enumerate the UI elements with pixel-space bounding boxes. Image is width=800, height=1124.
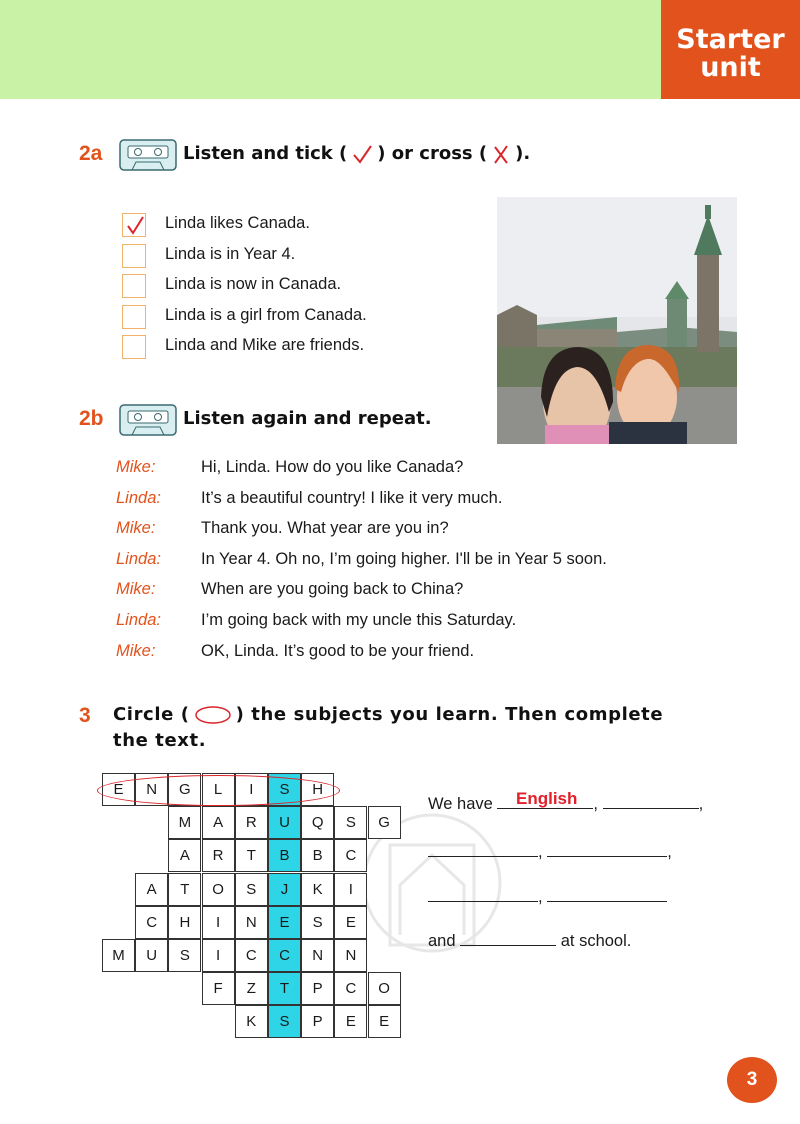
grid-cell[interactable]: S — [235, 873, 268, 906]
grid-cell[interactable]: K — [301, 873, 334, 906]
parliament-photo — [497, 197, 737, 444]
grid-cell[interactable]: I — [334, 873, 367, 906]
grid-cell[interactable]: M — [102, 939, 135, 972]
speaker: Linda: — [116, 549, 161, 568]
grid-cell[interactable]: S — [268, 1005, 301, 1038]
section-3-title-line2: the text. — [113, 730, 207, 751]
grid-cell[interactable]: L — [202, 773, 235, 806]
grid-cell[interactable]: P — [301, 1005, 334, 1038]
grid-cell[interactable]: N — [235, 906, 268, 939]
section-2b-title: Listen again and repeat. — [183, 408, 432, 429]
grid-cell[interactable]: T — [168, 873, 201, 906]
dialog-line: I’m going back with my uncle this Saturday. — [201, 610, 517, 629]
speaker: Mike: — [116, 519, 156, 538]
grid-cell[interactable]: A — [168, 839, 201, 872]
tick-mark-icon — [351, 143, 373, 165]
grid-cell[interactable]: O — [202, 873, 235, 906]
comma: , — [667, 843, 672, 861]
unit-tab — [661, 0, 800, 99]
speaker: Mike: — [116, 580, 156, 599]
grid-cell[interactable]: E — [368, 1005, 401, 1038]
answer-blank[interactable] — [547, 841, 667, 857]
title-part-3: ). — [515, 143, 531, 164]
grid-cell[interactable]: O — [368, 972, 401, 1005]
grid-cell[interactable]: C — [334, 972, 367, 1005]
text-prefix: and — [428, 932, 456, 950]
grid-cell[interactable]: K — [235, 1005, 268, 1038]
grid-cell[interactable]: I — [202, 939, 235, 972]
grid-cell[interactable]: S — [268, 773, 301, 806]
grid-cell[interactable]: T — [235, 839, 268, 872]
grid-cell[interactable]: I — [202, 906, 235, 939]
grid-cell[interactable]: R — [235, 806, 268, 839]
answer-blank[interactable] — [428, 886, 538, 902]
filled-answer: English — [516, 789, 578, 808]
cassette-icon[interactable] — [118, 401, 178, 439]
grid-cell[interactable]: U — [268, 806, 301, 839]
grid-cell[interactable]: C — [334, 839, 367, 872]
dialog-line: It’s a beautiful country! I like it very much. — [201, 488, 503, 507]
checkbox[interactable] — [122, 305, 146, 329]
checkbox[interactable] — [122, 213, 146, 237]
grid-cell[interactable]: I — [235, 773, 268, 806]
circle-mark-icon — [194, 705, 232, 725]
grid-cell[interactable]: S — [334, 806, 367, 839]
speaker: Mike: — [116, 458, 156, 476]
grid-cell[interactable]: E — [334, 906, 367, 939]
fill-line-2 — [428, 841, 672, 862]
section-2b-number: 2b — [79, 407, 104, 430]
dialog-line: Hi, Linda. How do you like Canada? — [201, 458, 464, 476]
section-2a-title — [183, 143, 530, 165]
header-band — [0, 0, 661, 99]
grid-cell[interactable]: G — [168, 773, 201, 806]
dialog-line: In Year 4. Oh no, I’m going higher. I'll be in Year 5 soon. — [201, 549, 607, 568]
statement-text: Linda likes Canada. — [165, 214, 310, 232]
unit-label-line1: Starter — [676, 24, 785, 55]
cassette-icon[interactable] — [118, 136, 178, 174]
checkbox[interactable] — [122, 274, 146, 298]
dialog-line: When are you going back to China? — [201, 580, 464, 599]
grid-cell[interactable]: C — [135, 906, 168, 939]
speaker: Linda: — [116, 610, 161, 629]
text-suffix: at school. — [560, 932, 632, 950]
checkbox[interactable] — [122, 244, 146, 268]
dialog-line: OK, Linda. It’s good to be your friend. — [201, 641, 475, 660]
statement-text: Linda is in Year 4. — [165, 244, 296, 263]
section-3-title-line1 — [113, 704, 663, 725]
comma: , — [538, 843, 543, 861]
grid-cell[interactable]: G — [368, 806, 401, 839]
grid-cell[interactable]: F — [202, 972, 235, 1005]
grid-cell[interactable]: B — [301, 839, 334, 872]
text-prefix: We have — [428, 795, 493, 813]
title-part-1: Circle ( — [113, 704, 190, 725]
fill-line-4 — [428, 930, 631, 951]
grid-cell[interactable]: Q — [301, 806, 334, 839]
grid-cell[interactable]: R — [202, 839, 235, 872]
grid-cell[interactable]: B — [268, 839, 301, 872]
grid-cell[interactable]: E — [268, 906, 301, 939]
grid-cell[interactable]: E — [102, 773, 135, 806]
checkbox[interactable] — [122, 335, 146, 359]
grid-cell[interactable]: M — [168, 806, 201, 839]
unit-label-line2: unit — [700, 52, 761, 83]
grid-cell[interactable]: S — [301, 906, 334, 939]
grid-cell[interactable]: Z — [235, 972, 268, 1005]
statement-text: Linda and Mike are friends. — [165, 336, 365, 355]
answer-blank[interactable] — [547, 886, 667, 902]
grid-cell[interactable]: H — [301, 773, 334, 806]
grid-cell[interactable]: E — [334, 1005, 367, 1038]
grid-cell[interactable]: T — [268, 972, 301, 1005]
title-part-2: ) or cross ( — [377, 143, 488, 164]
answer-blank[interactable] — [428, 841, 538, 857]
comma: , — [593, 795, 599, 813]
section-3-number: 3 — [79, 704, 91, 727]
answer-blank[interactable] — [603, 793, 699, 809]
answer-blank[interactable] — [460, 930, 556, 946]
comma: , — [538, 888, 543, 906]
grid-cell[interactable]: N — [334, 939, 367, 972]
cross-mark-icon — [491, 143, 511, 165]
grid-cell[interactable]: N — [301, 939, 334, 972]
page-number: 3 — [727, 1057, 777, 1103]
circled-word-oval — [97, 775, 340, 806]
grid-cell[interactable]: C — [235, 939, 268, 972]
grid-cell[interactable]: A — [202, 806, 235, 839]
fill-line-3 — [428, 886, 667, 907]
section-2a-number: 2a — [79, 142, 103, 165]
grid-cell[interactable]: S — [168, 939, 201, 972]
speaker: Linda: — [116, 488, 161, 507]
statement-text: Linda is a girl from Canada. — [165, 305, 367, 324]
grid-cell[interactable]: U — [135, 939, 168, 972]
grid-cell[interactable]: N — [135, 773, 168, 806]
tick-mark-icon — [125, 214, 145, 236]
statement-text: Linda is now in Canada. — [165, 275, 342, 294]
grid-cell[interactable]: H — [168, 906, 201, 939]
grid-cell[interactable]: P — [301, 972, 334, 1005]
comma: , — [698, 795, 704, 813]
grid-cell[interactable]: C — [268, 939, 301, 972]
title-part-1: Listen and tick ( — [183, 143, 348, 164]
grid-cell[interactable]: J — [268, 873, 301, 906]
title-part-2: ) the subjects you learn. Then complete — [235, 704, 664, 725]
dialog-line: Thank you. What year are you in? — [201, 519, 449, 538]
grid-cell[interactable]: A — [135, 873, 168, 906]
speaker: Mike: — [116, 641, 156, 660]
